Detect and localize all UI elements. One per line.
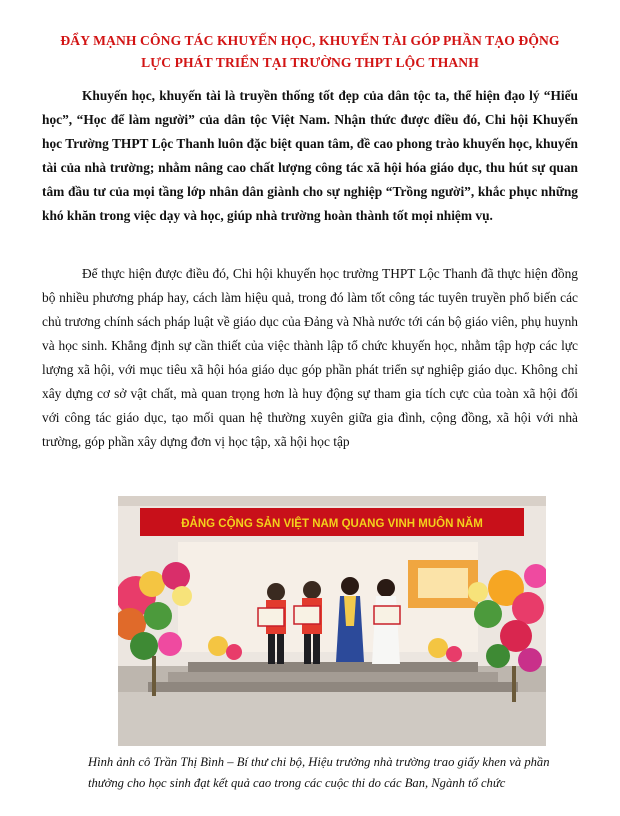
photo-caption (88, 752, 580, 794)
paragraph-body: Để thực hiện được điều đó, Chi hội khuyến học trường THPT Lộc Thanh đã thực hiện đồng bộ nhiều phương pháp hay, cách làm hiệu quả, trong đó làm tốt công tác tuyên truyền phổ biến các chủ trương chính sách pháp luật về giáo dục của Đảng và Nhà nước tới cán bộ giáo viên, phụ huynh và học sinh. Khẳng định sự cần thiết của việc thành lập tổ chức khuyến học, nhằm tập hợp các lực lượng xã hội, với mục tiêu xã hội hóa giáo dục góp phần phát triển sự nghiệp giáo dục. Không chỉ xây dựng cơ sở vật chất, mà quan trọng hơn là huy động sự tham gia tích cực của toàn xã hội đối với công tác giáo dục, tạo mối quan hệ thường xuyên giữa gia đình, cộng đồng, xã hội với nhà trường, góp phần xây dựng đơn vị học tập, xã hội học tập (42, 266, 578, 449)
caption-line-2: thưởng cho học sinh đạt kết quả cao trong các cuộc thi do các Ban, Ngành tổ chức (88, 776, 506, 790)
paragraph-intro: Khuyến học, khuyến tài là truyền thống tốt đẹp của dân tộc ta, thể hiện đạo lý “Hiếu học”, “Học để làm người” của dân tộc Việt Nam. Nhận thức được điều đó, Chi hội Khuyến học Trường THPT Lộc Thanh luôn đặc biệt quan tâm, đề cao phong trào khuyến học, khuyến tài của nhà trường; nhằm nâng cao chất lượng công tác xã hội hóa giáo dục, thu hút sự quan tâm đầu tư của mọi tầng lớp nhân dân giành cho sự nghiệp “Trồng người”, khắc phục những khó khăn trong việc dạy và học, giúp nhà trường hoàn thành tốt mọi nhiệm vụ. (42, 88, 578, 223)
award-ceremony-photo (118, 496, 546, 746)
article-title (40, 30, 580, 74)
caption-line-1: Hình ảnh cô Trần Thị Bình – Bí thư chi bộ, Hiệu trưởng nhà trường trao giấy khen và phần (88, 755, 550, 769)
banner-text: ĐẢNG CỘNG SẢN VIỆT NAM QUANG VINH MUÔN NĂM (181, 518, 483, 530)
title-line-1: ĐẨY MẠNH CÔNG TÁC KHUYẾN HỌC, KHUYẾN TÀI GÓP PHẦN TẠO ĐỘNG (60, 33, 560, 48)
title-line-2: LỰC PHÁT TRIỂN TẠI TRƯỜNG THPT LỘC THANH (141, 55, 479, 70)
